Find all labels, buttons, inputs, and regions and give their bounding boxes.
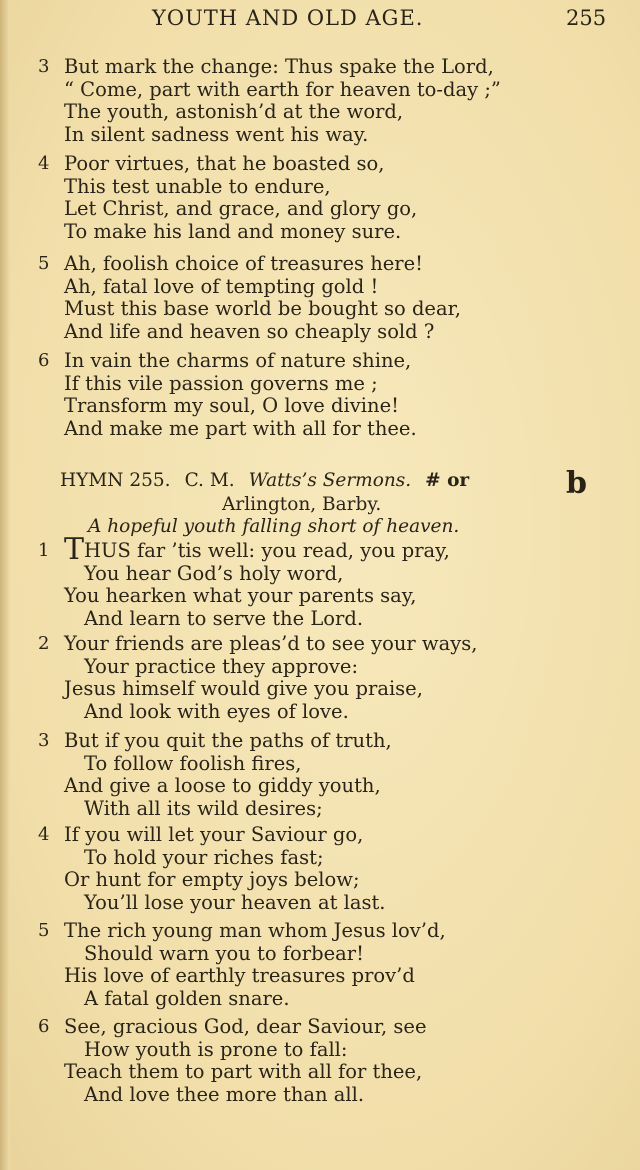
stanza-line <box>38 532 598 567</box>
stanza-line <box>38 176 598 199</box>
verse-line <box>64 532 450 567</box>
stanza-line <box>38 585 598 608</box>
hymn-stanza-1 <box>38 532 598 631</box>
stanza-line <box>38 775 598 798</box>
stanza-number: 3 <box>38 730 50 751</box>
stanza-number: 5 <box>38 920 50 941</box>
prev-stanza-6 <box>38 350 598 441</box>
prev-stanza-4 <box>38 153 598 244</box>
stanza-line <box>38 824 598 847</box>
stanza-line <box>38 943 598 966</box>
verse-line: A fatal golden snare. <box>84 987 290 1011</box>
stanza-line <box>38 321 598 344</box>
verse-line: And look with eyes of love. <box>84 700 349 724</box>
verse-line: Ah, foolish choice of treasures here! <box>64 252 423 275</box>
hymn-source: Watts’s Sermons. <box>248 470 412 491</box>
verse-line: If you will let your Saviour go, <box>64 823 364 846</box>
stanza-number: 1 <box>38 540 50 561</box>
page-number: 255 <box>566 6 607 30</box>
stanza-line <box>38 198 598 221</box>
verse-line: Or hunt for empty joys below; <box>64 868 360 892</box>
verse-line: You’ll lose your heaven at last. <box>84 891 386 915</box>
stanza-line <box>38 1061 598 1084</box>
sharp-key-glyph: # or <box>425 470 470 491</box>
stanza-number: 4 <box>38 824 50 845</box>
stanza-line <box>38 920 598 943</box>
verse-line: And make me part with all for thee. <box>64 417 417 441</box>
verse-line: Teach them to part with all for thee, <box>64 1060 423 1084</box>
verse-line: The youth, astonish’d at the word, <box>64 100 404 124</box>
verse-line: How youth is prone to fall: <box>84 1037 348 1061</box>
stanza-line <box>38 563 598 586</box>
drop-cap: T <box>64 532 85 567</box>
stanza-line <box>38 608 598 631</box>
hymn-tunes: Arlington, Barby. <box>222 494 382 515</box>
stanza-line <box>38 153 598 176</box>
verse-line: Your friends are pleas’d to see your ways, <box>64 632 478 655</box>
hymn-stanza-2 <box>38 633 598 724</box>
stanza-line <box>38 1084 598 1107</box>
stanza-line <box>38 350 598 373</box>
stanza-line <box>38 988 598 1011</box>
stanza-line <box>38 753 598 776</box>
stanza-line <box>38 633 598 656</box>
verse-line: You hearken what your parents say, <box>64 584 417 608</box>
stanza-line <box>38 656 598 679</box>
stanza-line <box>38 847 598 870</box>
stanza-number: 4 <box>38 153 50 174</box>
hymn-stanza-3 <box>38 730 598 821</box>
verse-line: Your practice they approve: <box>84 654 359 678</box>
verse-line: The rich young man whom Jesus lov’d, <box>64 919 446 942</box>
verse-line: And learn to serve the Lord. <box>84 607 364 631</box>
stanza-line <box>38 124 598 147</box>
stanza-line <box>38 298 598 321</box>
stanza-line <box>38 395 598 418</box>
hymn-label: HYMN 255. <box>60 470 171 491</box>
binding-gutter <box>0 0 10 1170</box>
stanza-number: 6 <box>38 1016 50 1037</box>
verse-line: Should warn you to forbear! <box>84 941 364 965</box>
verse-line: To hold your riches fast; <box>84 845 324 869</box>
hymn-meter: C. M. <box>184 470 235 491</box>
stanza-line <box>38 1016 598 1039</box>
verse-line: Jesus himself would give you praise, <box>64 677 423 701</box>
verse-line: In vain the charms of nature shine, <box>64 349 412 372</box>
flat-sign-icon: b <box>566 466 587 501</box>
hymn-stanza-4 <box>38 824 598 915</box>
stanza-number: 6 <box>38 350 50 371</box>
stanza-line <box>38 79 598 102</box>
stanza-line <box>38 101 598 124</box>
stanza-line <box>38 276 598 299</box>
running-head: YOUTH AND OLD AGE. <box>152 6 424 30</box>
verse-line: Ah, fatal love of tempting gold ! <box>64 274 379 298</box>
prev-stanza-3 <box>38 56 598 147</box>
stanza-line <box>38 56 598 79</box>
stanza-line <box>38 418 598 441</box>
verse-line: And life and heaven so cheaply sold ? <box>64 320 435 344</box>
verse-line: See, gracious God, dear Saviour, see <box>64 1015 427 1038</box>
stanza-line <box>38 373 598 396</box>
hymn-stanza-6 <box>38 1016 598 1107</box>
hymn-subject: A hopeful youth falling short of heaven. <box>88 516 460 537</box>
stanza-line <box>38 678 598 701</box>
verse-line: You hear God’s holy word, <box>84 561 344 585</box>
stanza-number: 3 <box>38 56 50 77</box>
stanza-line <box>38 221 598 244</box>
stanza-line <box>38 253 598 276</box>
verse-line: Poor virtues, that he boasted so, <box>64 152 385 175</box>
hymn-stanza-5 <box>38 920 598 1011</box>
stanza-line <box>38 798 598 821</box>
stanza-line <box>38 701 598 724</box>
verse-line: This test unable to endure, <box>64 174 331 198</box>
verse-line: “ Come, part with earth for heaven to-day ;” <box>64 77 501 101</box>
verse-line: And love thee more than all. <box>84 1083 365 1107</box>
stanza-line <box>38 1039 598 1062</box>
verse-line: With all its wild desires; <box>84 797 323 821</box>
prev-stanza-5 <box>38 253 598 344</box>
verse-line: Transform my soul, O love divine! <box>64 394 399 418</box>
verse-line: His love of earthly treasures prov’d <box>64 964 415 988</box>
stanza-line <box>38 730 598 753</box>
hymn-header <box>60 470 469 491</box>
verse-line: To follow foolish fires, <box>84 751 302 775</box>
stanza-number: 2 <box>38 633 50 654</box>
stanza-line <box>38 965 598 988</box>
verse-line-rest: HUS far ’tis well: you read, you pray, <box>84 539 450 562</box>
verse-line: To make his land and money sure. <box>64 220 402 244</box>
verse-line: In silent sadness went his way. <box>64 123 369 147</box>
verse-line: If this vile passion governs me ; <box>64 371 378 395</box>
verse-line: And give a loose to giddy youth, <box>64 774 381 798</box>
verse-line: But if you quit the paths of truth, <box>64 729 392 752</box>
stanza-number: 5 <box>38 253 50 274</box>
stanza-line <box>38 869 598 892</box>
verse-line: Must this base world be bought so dear, <box>64 297 461 321</box>
verse-line: Let Christ, and grace, and glory go, <box>64 197 418 221</box>
verse-line: But mark the change: Thus spake the Lord, <box>64 55 494 78</box>
stanza-line <box>38 892 598 915</box>
